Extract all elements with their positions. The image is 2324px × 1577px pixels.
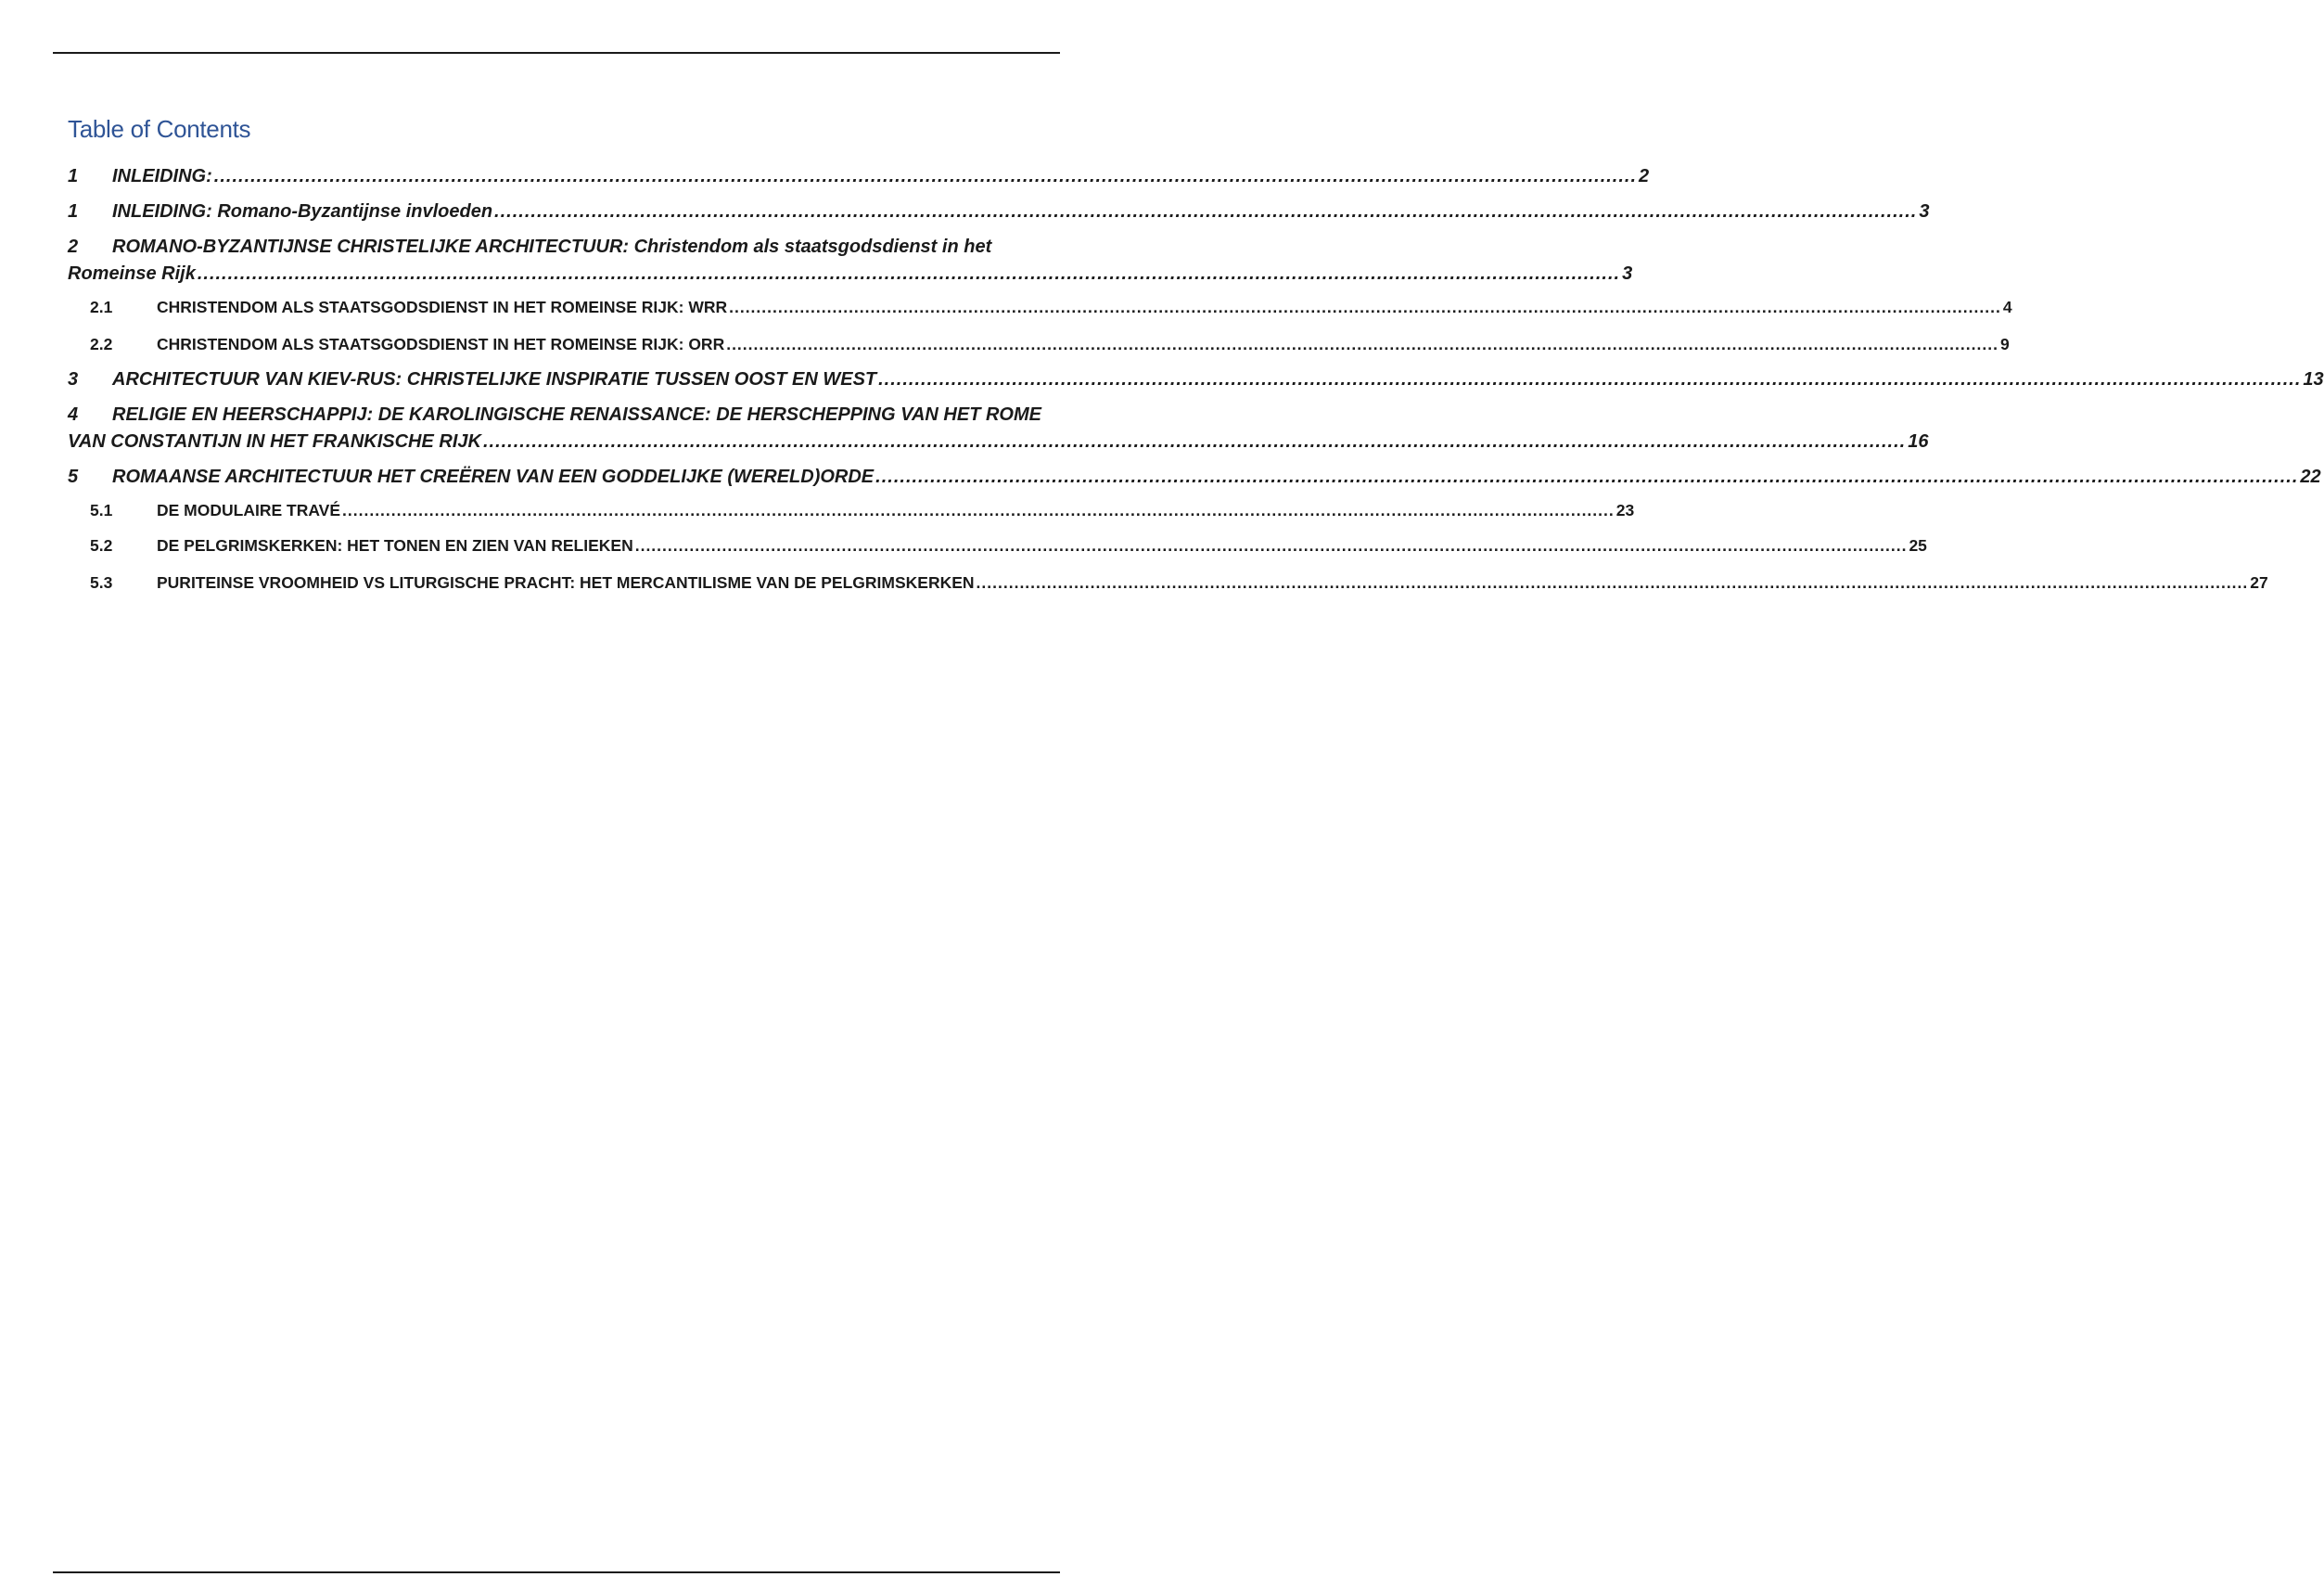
toc-entry-number: 4	[68, 404, 79, 425]
toc-entry-title: DE MODULAIRE TRAVÉ	[157, 501, 341, 519]
toc-entry-number: 5	[68, 467, 79, 487]
toc-title: Table of Contents	[68, 115, 251, 143]
toc-entry-title: ARCHITECTUUR VAN KIEV-RUS: CHRISTELIJKE INSPIRATIE TUSSEN OOST EN WEST	[112, 369, 877, 390]
toc-entry-title: INLEIDING:	[112, 166, 212, 186]
header-rule	[53, 52, 1060, 54]
toc-entry[interactable]	[68, 464, 2321, 491]
toc-entry-leader	[875, 464, 2298, 491]
toc-entry[interactable]	[68, 534, 1927, 557]
toc-entry-title: DE PELGRIMSKERKEN: HET TONEN EN ZIEN VAN RELIEKEN	[157, 536, 633, 555]
toc-entry-leader	[198, 261, 1620, 288]
toc-entry-page: 27	[2250, 573, 2268, 592]
toc-entry-page: 16	[1908, 431, 1929, 452]
toc-entry-leader	[729, 296, 2001, 318]
toc-list	[68, 163, 2324, 594]
toc-entry-leader	[494, 199, 1917, 225]
footer-rule	[53, 1571, 1060, 1573]
toc-entry-leader	[342, 499, 1615, 521]
toc-entry[interactable]	[68, 163, 1650, 190]
toc-entry-leader	[483, 429, 1906, 455]
toc-entry-leader	[214, 163, 1637, 190]
toc-entry-page: 13	[2303, 369, 2324, 390]
toc-entry[interactable]	[68, 366, 2324, 393]
toc-entry-title: CHRISTENDOM ALS STAATSGODSDIENST IN HET ROMEINSE RIJK: ORR	[157, 335, 725, 353]
toc-entry-leader	[977, 571, 2249, 594]
toc-entry[interactable]	[68, 571, 2268, 594]
toc-entry-page: 23	[1615, 501, 1635, 519]
toc-entry-title: PURITEINSE VROOMHEID VS LITURGISCHE PRACHT: HET MERCANTILISME VAN DE PELGRIMSKERKEN	[157, 573, 975, 592]
toc-entry-title-continued: VAN CONSTANTIJN IN HET FRANKISCHE RIJK	[68, 431, 481, 452]
toc-entry-number: 5.1	[90, 501, 113, 519]
toc-entry-leader	[878, 366, 2301, 393]
toc-entry-number: 3	[68, 369, 79, 390]
toc-entry-page: 3	[1622, 263, 1633, 284]
toc-entry-title: ROMANO-BYZANTIJNSE CHRISTELIJKE ARCHITECTUUR: Christendom als staatsgodsdienst in het	[112, 237, 992, 257]
toc-entry-number: 2	[68, 237, 79, 257]
toc-entry-page: 22	[2300, 467, 2321, 487]
toc-entry-title-continued: Romeinse Rijk	[68, 263, 196, 284]
toc-entry-number: 5.2	[90, 536, 113, 555]
toc-entry-page: 3	[1919, 201, 1930, 222]
toc-entry-number: 5.3	[90, 573, 113, 592]
toc-entry-number: 2.2	[90, 335, 113, 353]
toc-entry-title: INLEIDING: Romano-Byzantijnse invloeden	[112, 201, 493, 222]
toc-entry[interactable]	[68, 499, 1635, 521]
toc-entry-leader	[726, 333, 1998, 355]
toc-entry-page: 2	[1639, 166, 1650, 186]
toc-entry-page: 4	[2002, 298, 2012, 316]
toc-entry-number: 2.1	[90, 298, 113, 316]
toc-entry-title: RELIGIE EN HEERSCHAPPIJ: DE KAROLINGISCHE RENAISSANCE: DE HERSCHEPPING VAN HET ROME	[112, 404, 1041, 425]
toc-entry[interactable]	[68, 234, 1633, 288]
toc-entry[interactable]	[68, 296, 2012, 318]
toc-entry-page: 25	[1909, 536, 1927, 555]
toc-entry-title: CHRISTENDOM ALS STAATSGODSDIENST IN HET ROMEINSE RIJK: WRR	[157, 298, 728, 316]
toc-entry[interactable]	[68, 333, 2010, 355]
toc-entry-leader	[635, 534, 1908, 557]
toc-entry-title: ROMAANSE ARCHITECTUUR HET CREËREN VAN EEN GODDELIJKE (WERELD)ORDE	[112, 467, 875, 487]
toc-entry-number: 1	[68, 201, 79, 222]
toc-entry-page: 9	[1999, 335, 2010, 353]
toc-entry[interactable]	[68, 402, 1929, 455]
toc-entry-number: 1	[68, 166, 79, 186]
toc-entry[interactable]	[68, 199, 1930, 225]
